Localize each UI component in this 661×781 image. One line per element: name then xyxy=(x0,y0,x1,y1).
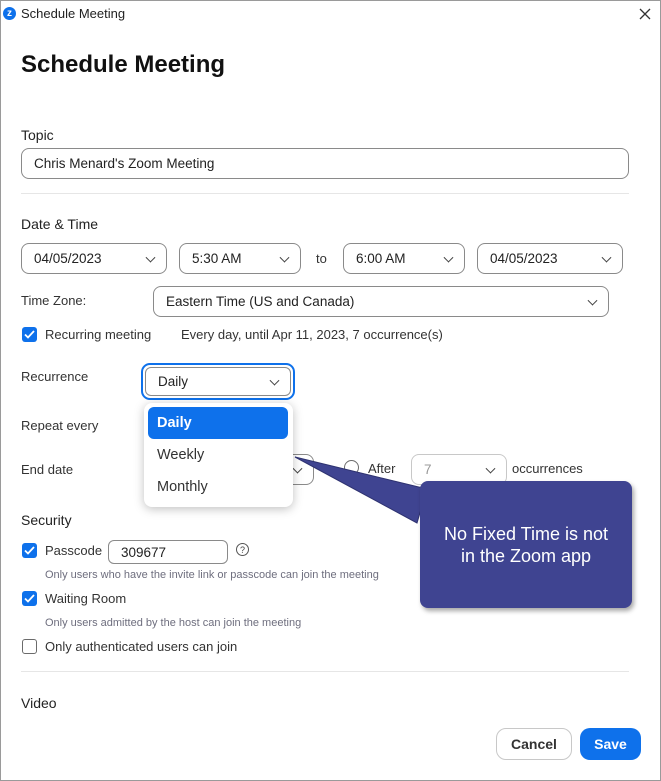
repeat-every-label: Repeat every xyxy=(21,418,99,433)
chevron-down-icon xyxy=(486,463,496,473)
callout-pointer xyxy=(291,441,441,551)
recurring-meeting-checkbox[interactable] xyxy=(22,327,37,342)
to-label: to xyxy=(316,251,327,266)
passcode-value: 309677 xyxy=(121,544,167,560)
zoom-logo-icon: z xyxy=(3,7,16,20)
chevron-down-icon xyxy=(146,252,156,262)
menu-item-monthly[interactable]: Monthly xyxy=(157,479,208,495)
waiting-room-label: Waiting Room xyxy=(45,591,127,606)
waiting-room-checkbox[interactable] xyxy=(22,591,37,606)
chevron-down-icon xyxy=(270,375,280,385)
page-title: Schedule Meeting xyxy=(21,51,226,78)
occurrences-label: occurrences xyxy=(512,461,583,476)
chevron-down-icon xyxy=(588,295,598,305)
recurring-summary: Every day, until Apr 11, 2023, 7 occurrence(s) xyxy=(181,327,443,342)
divider xyxy=(21,193,629,194)
passcode-input[interactable] xyxy=(108,540,228,564)
recurrence-menu xyxy=(144,403,293,507)
start-date-dropdown[interactable] xyxy=(21,243,167,274)
waiting-room-hint: Only users admitted by the host can join the meeting xyxy=(45,617,302,629)
timezone-dropdown[interactable] xyxy=(153,286,609,317)
window-title: Schedule Meeting xyxy=(21,6,126,21)
recurring-meeting-label: Recurring meeting xyxy=(45,327,152,342)
end-date-label: End date xyxy=(21,462,74,477)
topic-value: Chris Menard's Zoom Meeting xyxy=(34,156,215,171)
end-date-dropdown[interactable] xyxy=(477,243,623,274)
callout-line-2: in the Zoom app xyxy=(460,545,592,566)
end-time-value: 6:00 AM xyxy=(356,251,406,266)
recurrence-value: Daily xyxy=(158,374,189,389)
menu-item-daily[interactable]: Daily xyxy=(148,407,288,439)
help-icon[interactable]: ? xyxy=(236,543,249,556)
end-date-value: 04/05/2023 xyxy=(490,251,558,266)
timezone-value: Eastern Time (US and Canada) xyxy=(166,294,355,309)
save-button[interactable]: Save xyxy=(580,728,641,760)
close-icon[interactable] xyxy=(637,6,653,22)
video-label: Video xyxy=(21,695,57,711)
passcode-label: Passcode xyxy=(45,543,103,558)
topic-label: Topic xyxy=(21,127,54,143)
passcode-checkbox[interactable] xyxy=(22,543,37,558)
chevron-down-icon xyxy=(444,252,454,262)
start-time-value: 5:30 AM xyxy=(192,251,242,266)
cancel-button[interactable]: Cancel xyxy=(496,728,572,760)
passcode-hint: Only users who have the invite link or passcode can join the meeting xyxy=(45,569,379,581)
occurrences-value: 7 xyxy=(424,462,432,477)
topic-input[interactable] xyxy=(21,148,629,179)
start-date-value: 04/05/2023 xyxy=(34,251,102,266)
authenticated-users-label: Only authenticated users can join xyxy=(45,639,238,654)
authenticated-users-checkbox[interactable] xyxy=(22,639,37,654)
start-time-dropdown[interactable] xyxy=(179,243,301,274)
callout-line-1: No Fixed Time is not xyxy=(443,523,609,544)
callout-box xyxy=(420,481,632,608)
chevron-down-icon xyxy=(280,252,290,262)
menu-item-weekly[interactable]: Weekly xyxy=(157,447,205,463)
date-time-label: Date & Time xyxy=(21,216,99,232)
recurrence-label: Recurrence xyxy=(21,369,89,384)
chevron-down-icon xyxy=(602,252,612,262)
security-label: Security xyxy=(21,512,72,528)
after-label: After xyxy=(368,461,396,476)
end-time-dropdown[interactable] xyxy=(343,243,465,274)
recurrence-dropdown[interactable] xyxy=(141,363,295,400)
divider xyxy=(21,671,629,672)
timezone-label: Time Zone: xyxy=(21,293,87,308)
